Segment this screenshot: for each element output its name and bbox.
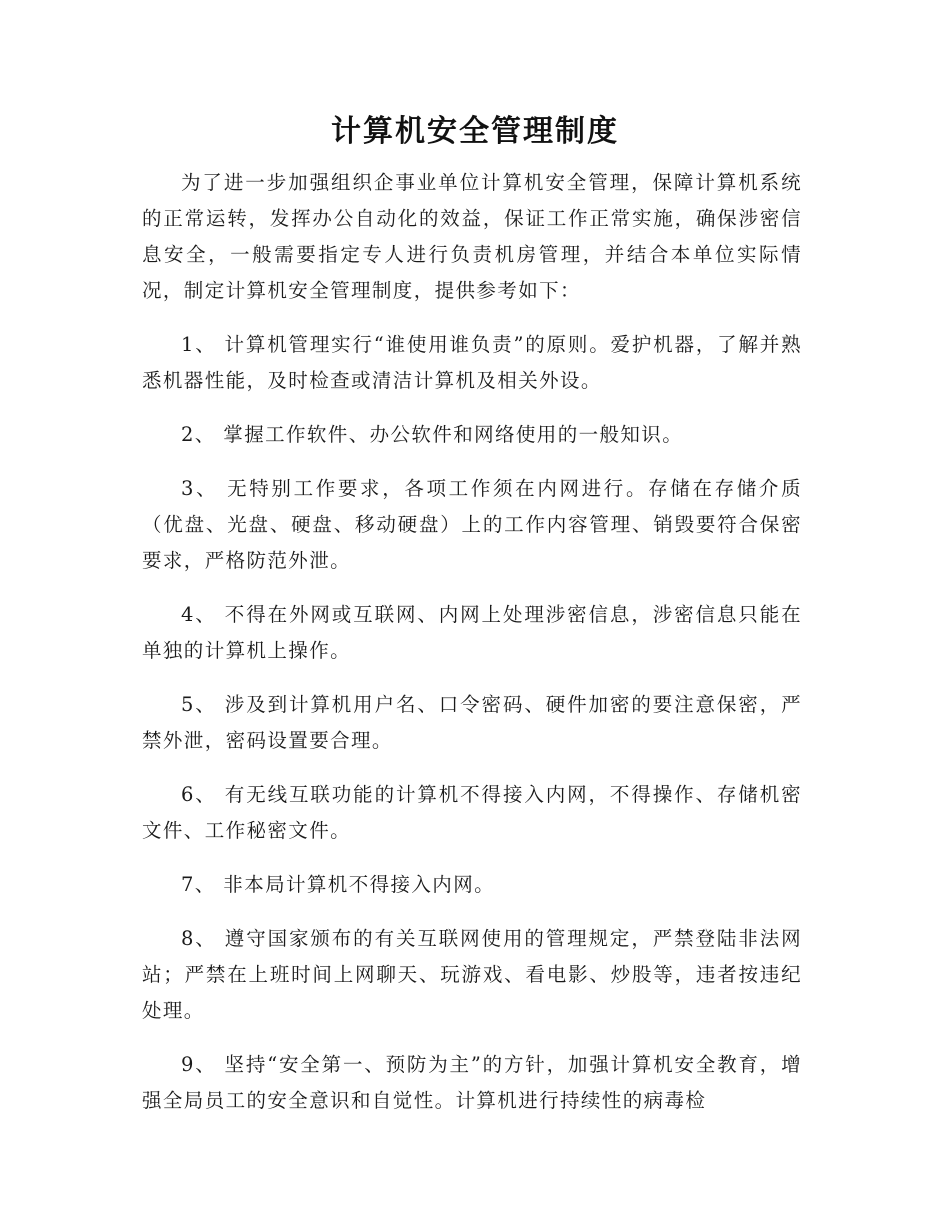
rule-paragraph-8: 8、 遵守国家颁布的有关互联网使用的管理规定，严禁登陆非法网站；严禁在上班时间上网聊天、玩游戏、看电影、炒股等，违者按违纪处理。 xyxy=(142,927,802,1022)
rule-paragraph-6: 6、 有无线互联功能的计算机不得接入内网，不得操作、存储机密文件、工作秘密文件。 xyxy=(142,783,802,842)
rule-paragraph-4: 4、 不得在外网或互联网、内网上处理涉密信息，涉密信息只能在单独的计算机上操作。 xyxy=(142,603,802,662)
rule-paragraph-7: 7、 非本局计算机不得接入内网。 xyxy=(181,873,496,896)
document-title: 计算机安全管理制度 xyxy=(331,114,619,149)
intro-paragraph: 为了进一步加强组织企事业单位计算机安全管理，保障计算机系统的正常运转，发挥办公自动化的效益，保证工作正常实施，确保涉密信息安全，一般需要指定专人进行负责机房管理，并结合本单位实际情况，制定计算机安全管理制度，提供参考如下： xyxy=(142,171,802,302)
rule-paragraph-5: 5、 涉及到计算机用户名、口令密码、硬件加密的要注意保密，严禁外泄，密码设置要合理。 xyxy=(142,693,802,752)
rule-paragraph-9: 9、 坚持“安全第一、预防为主”的方针，加强计算机安全教育，增强全局员工的安全意识和自觉性。计算机进行持续性的病毒检 xyxy=(142,1053,802,1112)
rule-paragraph-1: 1、 计算机管理实行“谁使用谁负责”的原则。爱护机器，了解并熟悉机器性能，及时检查或清洁计算机及相关外设。 xyxy=(142,333,802,392)
rule-paragraph-2: 2、 掌握工作软件、办公软件和网络使用的一般知识。 xyxy=(181,423,684,446)
rule-paragraph-3: 3、 无特别工作要求，各项工作须在内网进行。存储在存储介质（优盘、光盘、硬盘、移动硬盘）上的工作内容管理、销毁要符合保密要求，严格防范外泄。 xyxy=(142,477,802,572)
document-body xyxy=(142,165,802,1137)
